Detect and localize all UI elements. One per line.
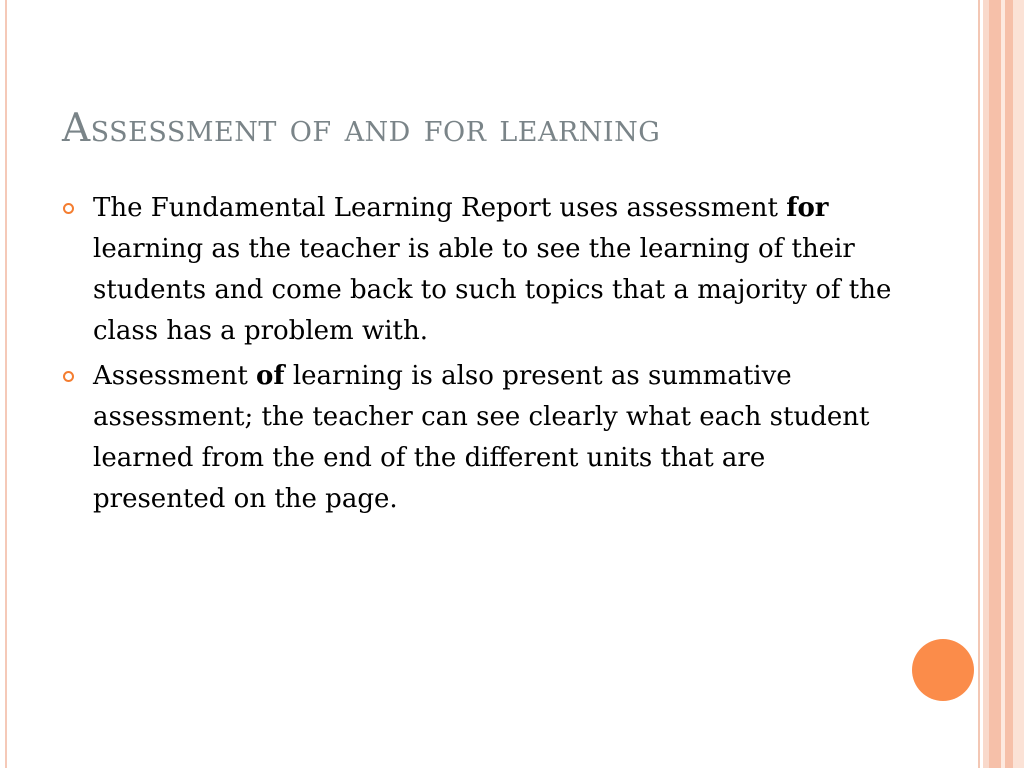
bullet-list xyxy=(62,188,902,524)
bullet-icon xyxy=(63,203,74,214)
slide-title: Assessment of and for learning xyxy=(62,106,661,151)
bullet-text-after: learning is also present as summative assessment; the teacher can see clearly what each student learned from the end of the different units that are presented on the page. xyxy=(93,361,870,514)
bullet-text-before: The Fundamental Learning Report uses assessment xyxy=(93,193,787,223)
bullet-item xyxy=(62,188,902,352)
bullet-icon xyxy=(63,371,74,382)
right-stripe xyxy=(1005,0,1013,768)
bullet-text xyxy=(93,361,869,514)
right-stripe xyxy=(978,0,980,768)
bullet-text-before: Assessment xyxy=(93,361,257,391)
bullet-text-after: learning as the teacher is able to see the learning of their students and come back to such topics that a majority of the class has a problem with. xyxy=(93,234,892,346)
right-stripe xyxy=(1013,0,1024,768)
bullet-text-bold: for xyxy=(786,193,829,223)
bullet-text xyxy=(93,193,891,346)
bullet-text-bold: of xyxy=(256,361,285,391)
left-border-line xyxy=(5,0,7,768)
orange-circle-decoration xyxy=(912,639,974,701)
right-stripe xyxy=(989,0,1001,768)
bullet-item xyxy=(62,356,902,520)
